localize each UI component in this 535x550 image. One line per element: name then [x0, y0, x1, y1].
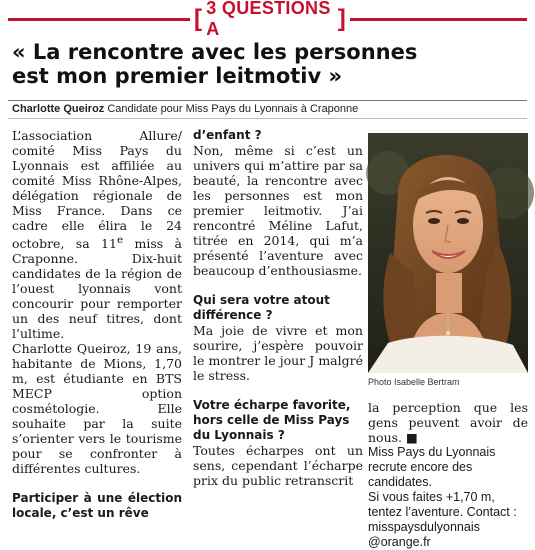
- bracket-left: [: [194, 5, 203, 32]
- question-1-end: d’enfant ?: [193, 128, 262, 142]
- answer-3-end: la perception que les gens peuvent avoir de nous. ■: [368, 400, 528, 445]
- intro-paragraph-2: Charlotte Queiroz, 19 ans, habitante de Mions, 1,70 m, est étudiante en BTS MECP option cosmétologie. Elle souhaite par la suite s’orienter vers le tourisme pour se confronter à différentes cultures.: [12, 341, 182, 477]
- headline-line-2: est mon premier leitmotiv »: [12, 64, 343, 88]
- byline-role: Candidate pour Miss Pays du Lyonnais à Craponne: [107, 103, 359, 115]
- answer-3-start: Toutes écharpes ont un sens, cependant l’écharpe prix du public retranscrit: [193, 443, 363, 488]
- byline: [12, 102, 524, 117]
- headline-line-1: « La rencontre avec les personnes: [12, 40, 418, 64]
- intro-paragraph-1: L’association Allure/ comité Miss Pays du Lyonnais est affiliée au comité Miss Rhône-Alpes, délégation régionale de Miss France. Dans ce cadre elle élira le 24 octobre, sa 11e miss à Craponne. Dix-huit candidates de la région de l’ouest lyonnais vont concourir pour remporter un des neuf titres, dont l’ultime.: [12, 128, 182, 342]
- answer-1: Non, même si c’est un univers qui m’attire par sa beauté, la rencontre avec les personnes est mon premier leitmotiv. J’ai rencontré Méline Lafut, titrée en 2014, qui m’a présenté l’aventure avec beaucoup d’enthousiasme.: [193, 143, 363, 278]
- notice-line-1: Miss Pays du Lyonnais recrute encore des candidates.: [368, 445, 496, 489]
- question-1-start: Participer à une élection locale, c’est un rêve: [12, 491, 182, 521]
- question-2: Qui sera votre atout différence ?: [193, 293, 330, 322]
- bracket-right: ]: [337, 5, 346, 32]
- column-2: [193, 128, 363, 488]
- byline-rule-bottom: [8, 118, 527, 119]
- byline-name: Charlotte Queiroz: [12, 103, 105, 115]
- byline-rule-top: [8, 100, 527, 101]
- answer-2: Ma joie de vivre et mon sourire, j’espère pouvoir le montrer le jour J malgré le stress.: [193, 323, 363, 383]
- section-tag: [190, 0, 350, 39]
- photo-credit: Photo Isabelle Bertram: [368, 377, 460, 387]
- notice-line-2: Si vous faites +1,70 m, tentez l’aventure. Contact : misspaysdulyonnais @orange.fr: [368, 490, 517, 549]
- column-3: [368, 400, 528, 550]
- end-mark: ■: [406, 430, 418, 445]
- section-tag-label: 3 QUESTIONS A: [206, 0, 331, 39]
- column-1: [12, 128, 182, 521]
- question-3: Votre écharpe favorite, hors celle de Miss Pays du Lyonnais ?: [193, 398, 351, 442]
- portrait-illustration: [368, 133, 528, 373]
- portrait-photo: [368, 133, 528, 373]
- headline: [12, 40, 522, 88]
